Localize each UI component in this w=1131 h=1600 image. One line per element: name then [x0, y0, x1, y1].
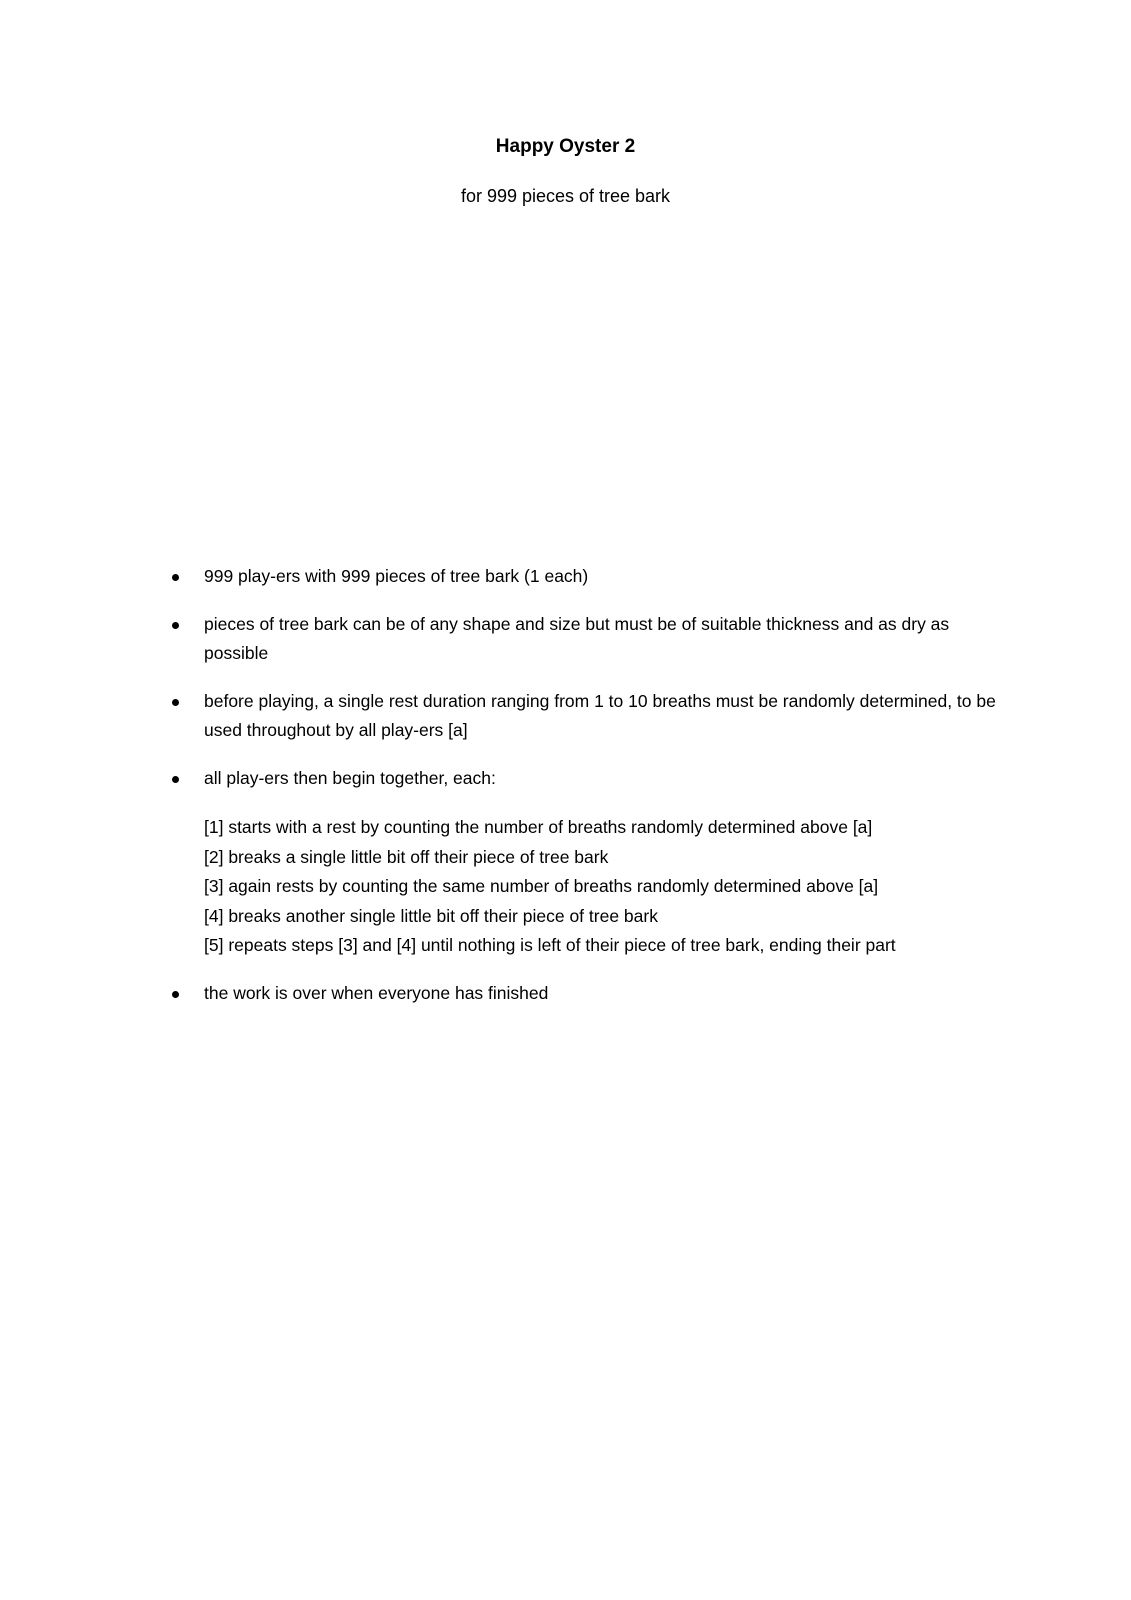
bullet-icon — [172, 699, 179, 706]
step-item: [3] again rests by counting the same number of breaths randomly determined above [a] — [204, 876, 879, 896]
step-item: [2] breaks a single little bit off their piece of tree bark — [204, 846, 609, 867]
bullet-icon — [172, 776, 179, 783]
list-item-text: the work is over when everyone has finished — [204, 982, 549, 1003]
bullet-icon — [172, 574, 179, 581]
bullet-icon — [172, 991, 179, 998]
document-subtitle: for 999 pieces of tree bark — [460, 186, 671, 206]
step-list — [204, 813, 1002, 961]
list-item — [172, 979, 1002, 1009]
list-item — [172, 610, 1002, 669]
list-item-text: 999 play-ers with 999 pieces of tree bark (1 each) — [204, 566, 589, 586]
list-item — [172, 562, 1002, 592]
document-title: Happy Oyster 2 — [495, 136, 636, 157]
bullet-icon — [172, 622, 179, 629]
list-item-text: before playing, a single rest duration ranging from 1 to 10 breaths must be randomly determined, to be used throughout by all play-ers [a] — [204, 690, 996, 740]
step-item: [5] repeats steps [3] and [4] until nothing is left of their piece of tree bark, ending their part — [204, 935, 896, 955]
list-item-text: all play-ers then begin together, each: — [204, 767, 496, 788]
list-item — [172, 764, 1002, 961]
list-item — [172, 687, 1002, 746]
instruction-list — [172, 562, 1002, 1026]
list-item-text: pieces of tree bark can be of any shape and size but must be of suitable thickness and as dry as possible — [204, 613, 950, 663]
step-item: [4] breaks another single little bit off their piece of tree bark — [204, 905, 658, 926]
step-item: [1] starts with a rest by counting the number of breaths randomly determined above [a] — [204, 817, 873, 837]
